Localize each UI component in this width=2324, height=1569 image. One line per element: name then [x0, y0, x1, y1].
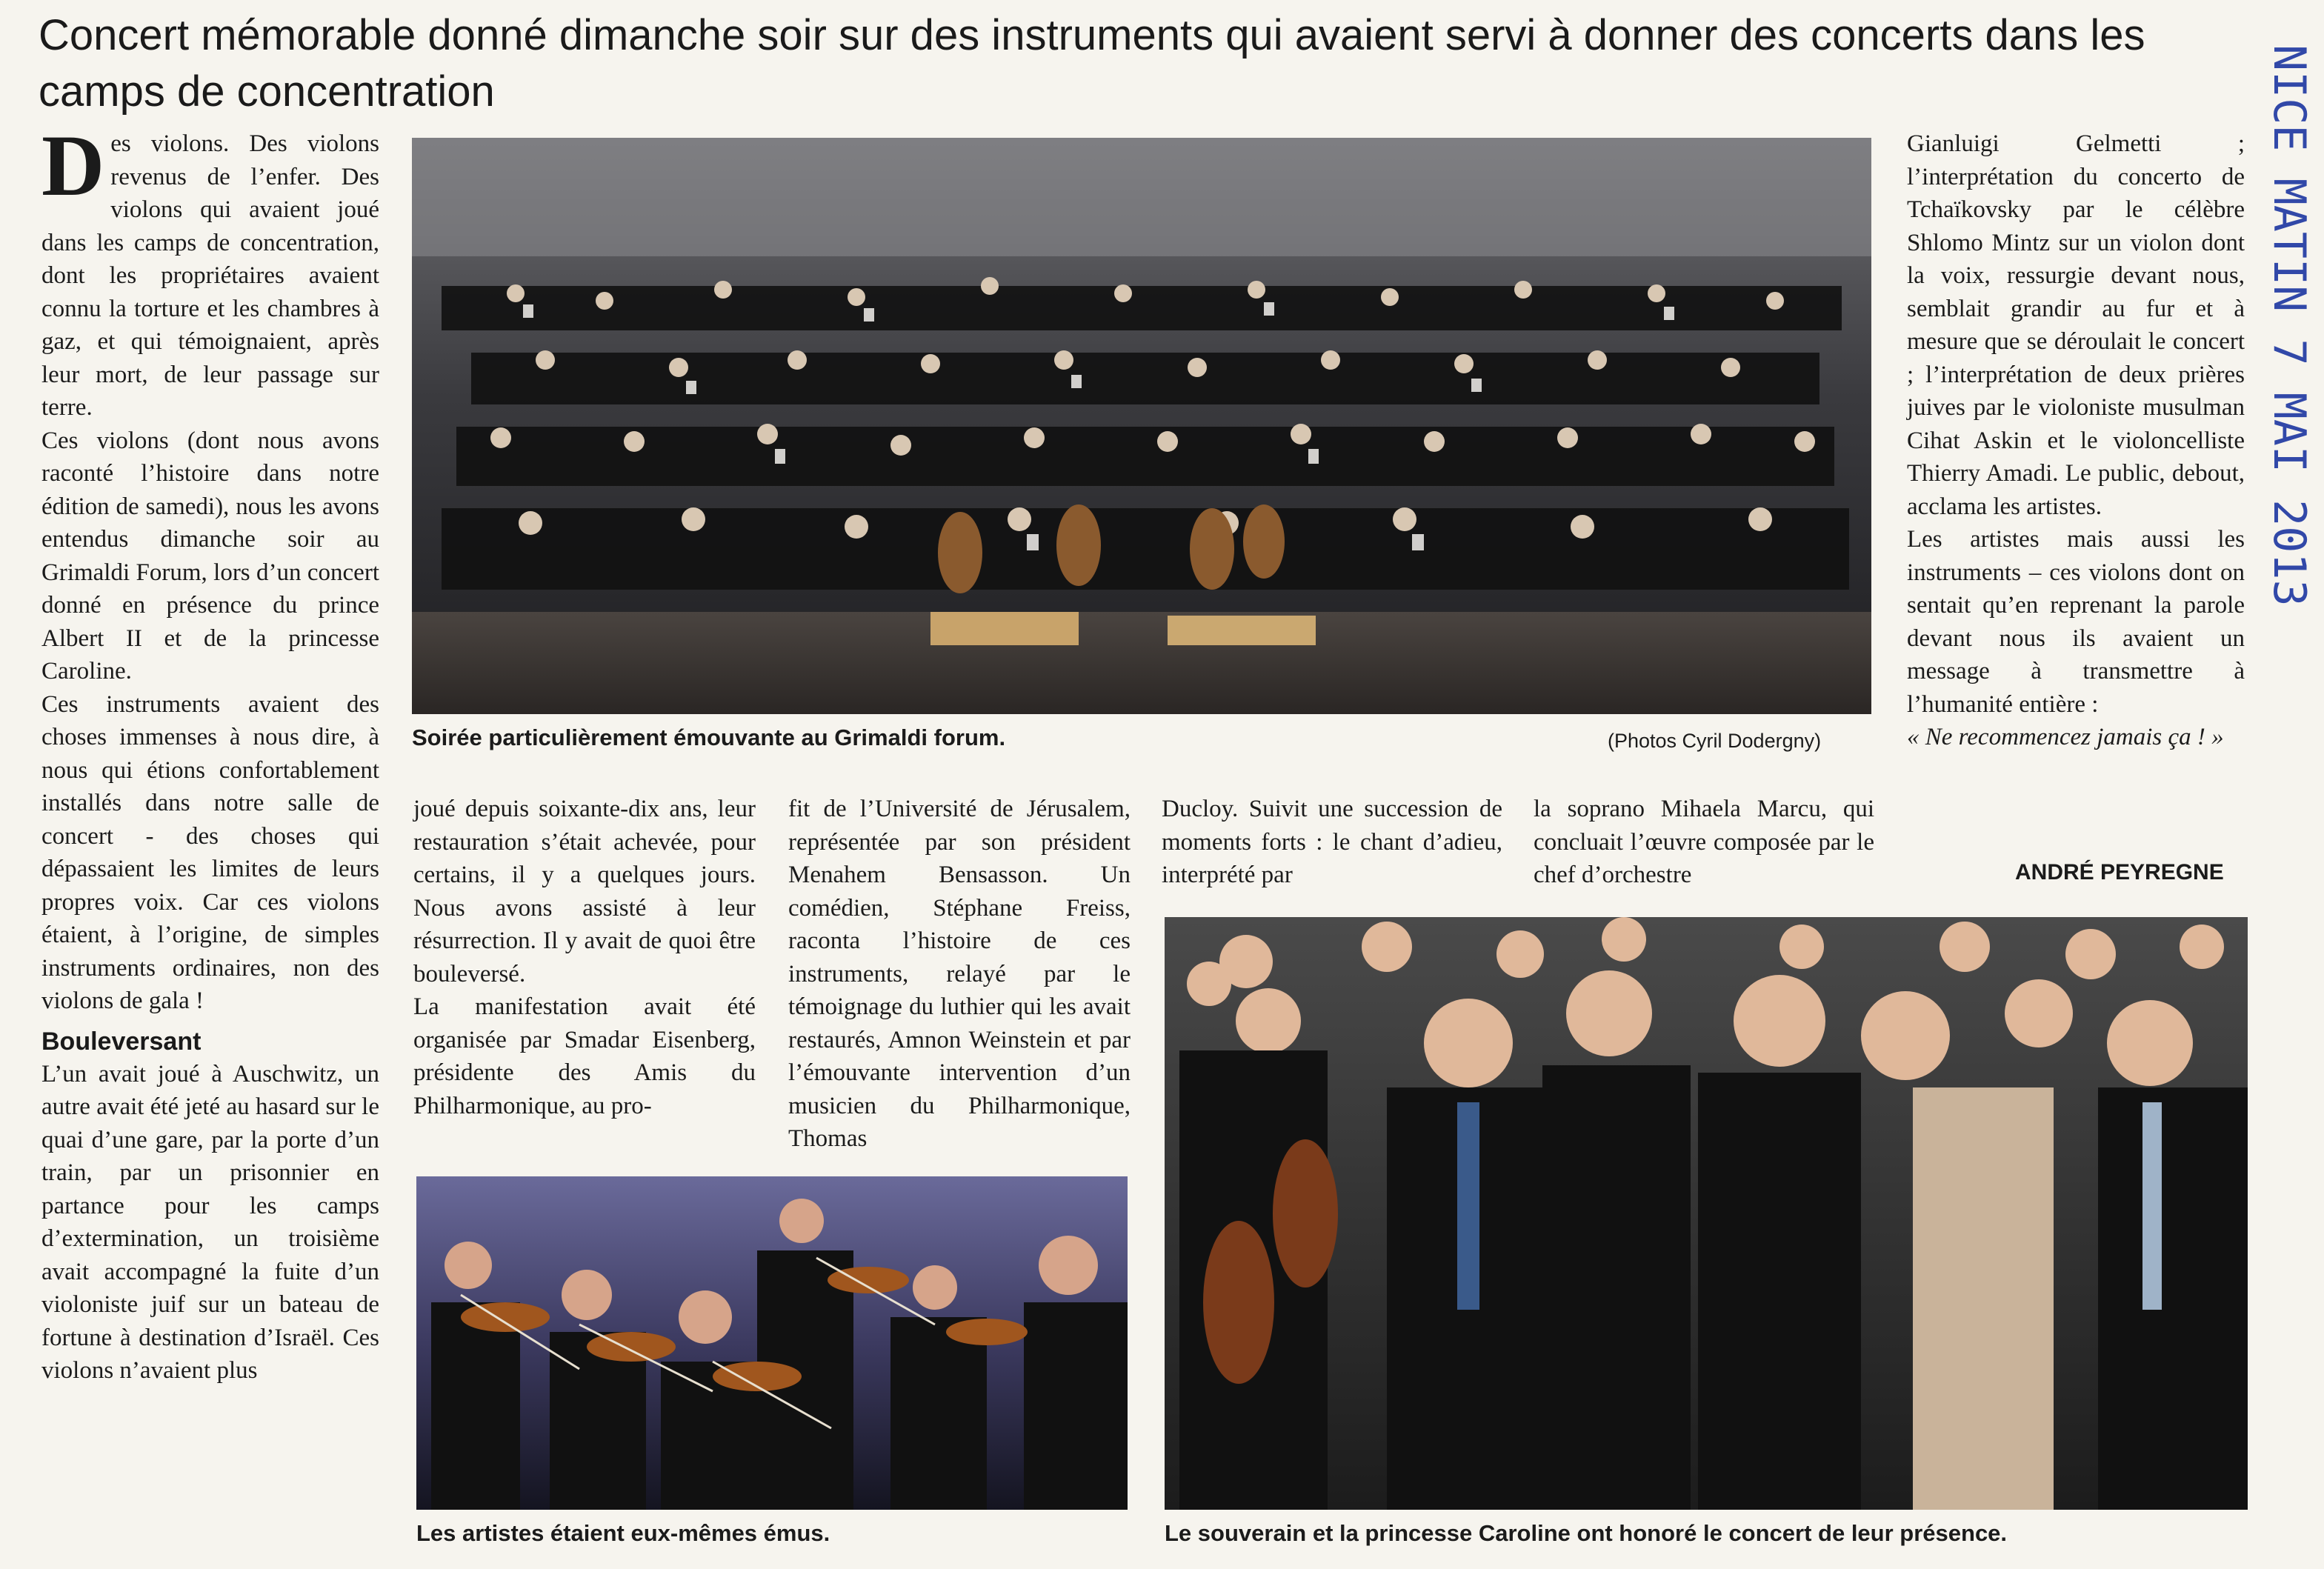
col2-paragraph-1: joué depuis soixante-dix ans, leur restauration s’était achevée, pour certains, il y a quelques jours. Nous avons assisté à leur résurrection. Il y avait de quoi être bouleversé.: [413, 796, 756, 987]
paragraph-4: L’un avait joué à Auschwitz, un autre avait été jeté au hasard sur le quai d’une gare, par la porte d’un train, par un prisonnier en partance pour les camps d’extermination, un troisième avait accompagné la fuite d’un violoniste juif sur un bateau de fortune à destination d’Israël. Ces violons n’avaient plus: [41, 1060, 379, 1384]
dignitaries-photo: [1165, 917, 2248, 1510]
paragraph-intro-text: es violons. Des violons revenus de l’enfer. Des violons qui avaient joué dans les camps de concentration, dont les propriétaires avaient connu la torture et les chambres à gaz, et qui témoignaient, après leur mort, de leur passage sur terre.: [41, 130, 379, 421]
col4-paragraph-1: Ducloy. Suivit une succession de moments forts : le chant d’adieu, interprété par: [1162, 796, 1502, 888]
article-column-5: [1534, 793, 1874, 892]
violinists-photo-caption: Les artistes étaient eux-mêmes émus.: [416, 1520, 830, 1546]
col2-paragraph-2: La manifestation avait été organisée par Smadar Eisenberg, présidente des Amis du Philharmonique, au pro-: [413, 993, 756, 1119]
col3-paragraph-1: fit de l’Université de Jérusalem, représentée par son président Menahem Bensasson. Un comédien, Stéphane Freiss, raconta l’histoire de ces instruments, relayé par le témoignage du luthier qui les avait restaurés, Amnon Weinstein et par l’émouvante intervention d’un musicien du Philharmonique, Thomas: [788, 796, 1131, 1152]
article-column-4: [1162, 793, 1502, 892]
col6-paragraph-1: Gianluigi Gelmetti ; l’interprétation du concerto de Tchaïkovsky par le célèbre Shlomo Mintz sur un violon dont la voix, ressurgie devant nous, semblait grandir au fur et à mesure que se déroulait le concert ; l’interprétation de deux prières juives par le violoniste musulman Cihat Askin et le violoncelliste Thierry Amadi. Le public, debout, acclama les artistes.: [1907, 130, 2245, 520]
dignitaries-photo-caption: Le souverain et la princesse Caroline ont honoré le concert de leur présence.: [1165, 1520, 2008, 1546]
article-column-2: [413, 793, 756, 1122]
author-byline: ANDRÉ PEYREGNE: [2015, 860, 2224, 885]
photo-credit: (Photos Cyril Dodergny): [1608, 730, 1822, 752]
article-headline: Concert mémorable donné dimanche soir sur des instruments qui avaient servi à donner des concerts dans les camps de concentration: [39, 11, 2145, 116]
paragraph-intro: [41, 117, 379, 424]
article-column-1: [41, 117, 379, 1388]
violinists-photo: [416, 1176, 1128, 1510]
orchestra-photo-caption: Soirée particulièrement émouvante au Grimaldi forum.: [412, 724, 1006, 750]
closing-quote: « Ne recommencez jamais ça ! »: [1907, 724, 2224, 750]
orchestra-photo: [412, 138, 1871, 714]
paragraph-2: Ces violons (dont nous avons raconté l’histoire dans notre édition de samedi), nous les avons entendus dimanche soir au Grimaldi Forum, lors d’un concert donné en présence du prince Albert II et de la princesse Caroline.: [41, 427, 379, 684]
col6-paragraph-2: Les artistes mais aussi les instruments – ces violons dont on sentait qu’en reprenant la parole devant nous ils avaient un message à transmettre à l’humanité entière :: [1907, 526, 2245, 718]
paragraph-3: Ces instruments avaient des choses immenses à nous dire, à nous qui étions confortablement installés dans notre salle de concert - des choses qui dépassaient les limites de leurs propres voix. Car ces violons étaient, à l’origine, de simples instruments ordinaires, non des violons de gala !: [41, 690, 379, 1014]
drop-cap: D: [41, 117, 105, 214]
article-column-3: [788, 793, 1131, 1156]
handwritten-source-note: NICE MATIN 7 MAI 2013: [2263, 44, 2315, 607]
article-column-6: [1907, 127, 2245, 754]
col5-paragraph-1: la soprano Mihaela Marcu, qui concluait l’œuvre composée par le chef d’orchestre: [1534, 796, 1874, 888]
subheading: Bouleversant: [41, 1027, 202, 1056]
